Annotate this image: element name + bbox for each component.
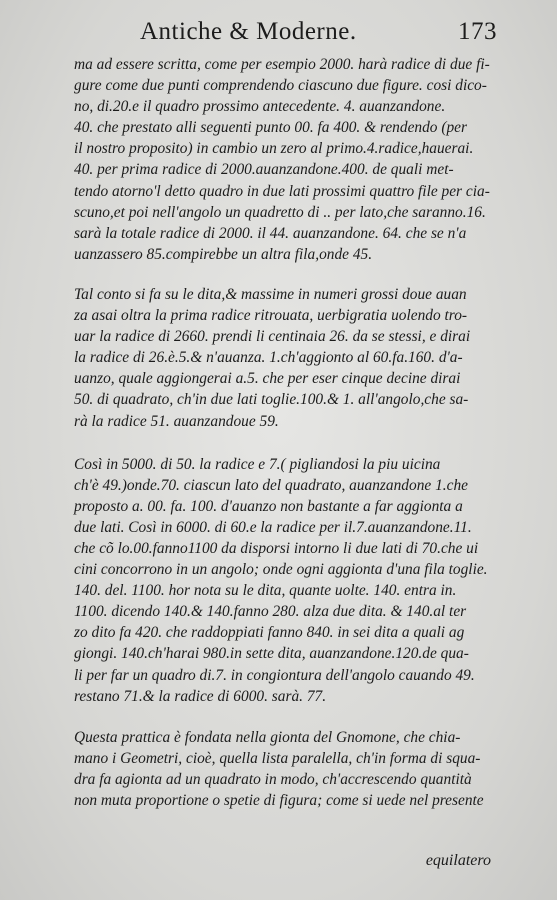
text-line: 1100. dicendo 140.& 140.fanno 280. alza due dita. & 140.al ter: [74, 603, 467, 621]
text-line: che cõ lo.00.fanno1100 da disporsi intorno li due lati di 70.che ui: [74, 539, 479, 557]
text-line: uar la radice di 2660. prendi li centinaia 26. da se stessi, e dirai: [74, 328, 471, 346]
text-line: 40. che prestato alli seguenti punto 00. fa 400. & rendendo (per: [74, 119, 467, 137]
text-line: no, di.20.e il quadro prossimo antecedente. 4. auanzandone.: [74, 98, 446, 116]
text-line: non muta proportione o spetie di figura; come si uede nel presente: [74, 792, 484, 809]
text-line: uanzo, quale aggiongerai a.5. che per eser cinque decine dirai: [74, 370, 461, 388]
paragraph-2: [74, 284, 504, 432]
catchword: equilatero: [425, 852, 491, 869]
text-line: li per far un quadro di.7. in congiontura dell'angolo cauando 49.: [74, 666, 475, 684]
text-line: za asai oltra la prima radice ritrouata, uerbigratia uolendo tro-: [74, 307, 468, 325]
text-line: due lati. Così in 6000. di 60.e la radice per il.7.auanzandone.11.: [74, 518, 472, 536]
text-line: scuno,et poi nell'angolo un quadretto di .. per lato,che saranno.16.: [74, 203, 486, 221]
page-header: [140, 18, 497, 46]
text-line: Questa prattica è fondata nella gionta del Gnomone, che chia-: [74, 728, 461, 746]
text-line: Così in 5000. di 50. la radice e 7.( pigliandosi la piu uicina: [74, 455, 441, 473]
text-line: 40. per prima radice di 2000.auanzandone.400. de quali met-: [74, 161, 454, 179]
text-line: il nostro proposito) in cambio un zero al primo.4.radice,hauerai.: [74, 140, 474, 158]
text-line: tendo atorno'l detto quadro in due lati prossimi quattro file per cia-: [74, 182, 490, 200]
text-line: giongi. 140.ch'harai 980.in sette dita, auanzandone.120.de qua-: [74, 645, 469, 663]
text-line: rà la radice 51. auanzandoue 59.: [74, 412, 279, 430]
text-line: uanzassero 85.compirebbe un altra fila,onde 45.: [74, 245, 373, 263]
text-line: sarà la totale radice di 2000. il 44. auanzandone. 64. che se n'a: [74, 224, 467, 242]
text-line: la radice di 26.è.5.& n'auanza. 1.ch'aggionto al 60.fa.160. d'a-: [74, 349, 463, 367]
text-line: 50. di quadrato, ch'in due lati toglie.100.& 1. all'angolo,che sa-: [74, 391, 469, 409]
text-line: dra fa agionta ad un quadrato in modo, ch'accrescendo quantità: [74, 770, 472, 788]
paragraph-4: [74, 727, 504, 811]
running-title: Antiche & Moderne.: [140, 18, 357, 45]
text-line: gure come due punti comprendendo ciascuno due figure. cosi dico-: [74, 77, 487, 95]
text-body: [74, 54, 504, 811]
text-line: zo dito fa 420. che raddoppiati fanno 840. in sei dita a quali ag: [74, 624, 465, 642]
page-number: 173: [458, 18, 497, 45]
text-line: proposto a. 00. fa. 100. d'auanzo non bastante a far aggionta a: [74, 497, 463, 515]
text-line: cini concorrono in un angolo; onde ogni aggionta d'una fila toglie.: [74, 561, 488, 579]
text-line: mano i Geometri, cioè, quella lista paralella, ch'in forma di squa-: [74, 749, 481, 767]
paragraph-1: [74, 54, 504, 265]
text-line: ma ad essere scritta, come per esempio 2000. harà radice di due fi-: [74, 56, 490, 73]
text-line: 140. del. 1100. hor nota su le dita, quante uolte. 140. entra in.: [74, 582, 457, 600]
text-line: restano 71.& la radice di 6000. sarà. 77.: [74, 687, 327, 705]
paragraph-3: [74, 454, 504, 707]
text-line: ch'è 49.)onde.70. ciascun lato del quadrato, auanzandone 1.che: [74, 476, 468, 494]
text-line: Tal conto si fa su le dita,& massime in numeri grossi doue auan: [74, 285, 467, 303]
